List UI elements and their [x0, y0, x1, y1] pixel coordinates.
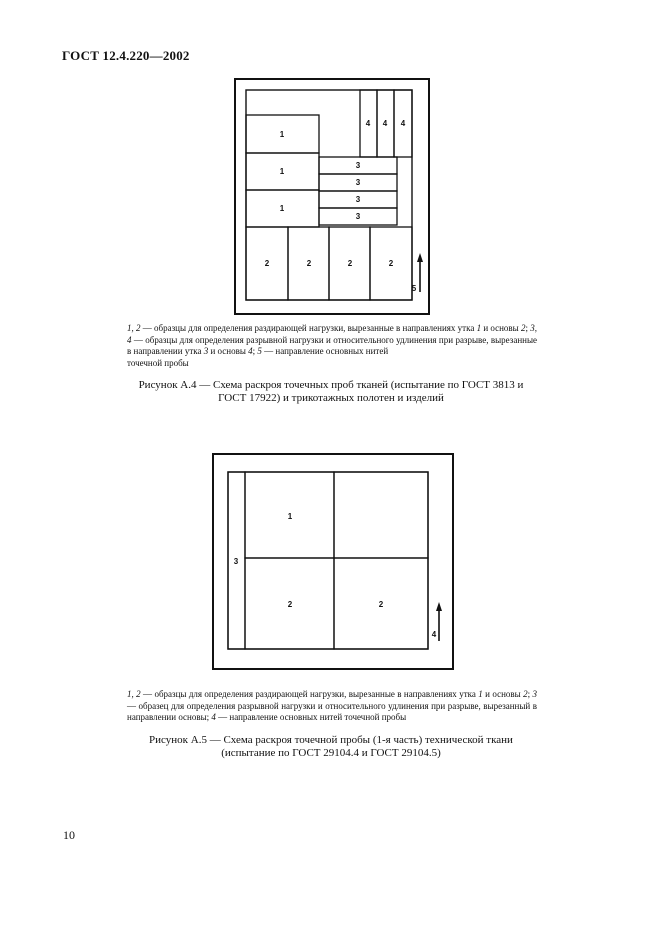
specimen-label: 4: [365, 119, 371, 128]
sample-inner-border: [228, 472, 428, 649]
direction-label: 5: [411, 284, 417, 293]
sample-outer-border: [235, 79, 429, 314]
specimen-label: 2: [264, 259, 270, 268]
specimen-label: 2: [287, 600, 293, 609]
specimen-label: 3: [355, 212, 361, 221]
figure-a4-legend: 1, 2 — образцы для определения раздирающей нагрузки, вырезанные в направлениях утка 1 и основы 2; 3, 4 — образцы для определения разрывной нагрузки и относительного удлинения при разрыве, вырезанные в направлении утка 3 и основы 4; 5 — направление основных нитей точечной пробы: [127, 323, 538, 368]
specimen-label: 3: [355, 178, 361, 187]
specimen-label: 2: [347, 259, 353, 268]
figure-a4-diagram: [234, 78, 430, 315]
specimen-label: 2: [306, 259, 312, 268]
figure-a5-legend: 1, 2 — образцы для определения раздирающей нагрузки, вырезанные в направлениях утка 1 и основы 2; 3 — образец для определения разрывной нагрузки и относительного удлинения при разрыве, вырезанный в направлении основы; 4 — направление основных нитей точечной пробы: [127, 689, 538, 722]
warp-direction-arrow-head: [417, 253, 423, 262]
specimen-label: 2: [378, 600, 384, 609]
specimen-label: 4: [400, 119, 406, 128]
specimen-label: 3: [233, 557, 239, 566]
sample-outer-border: [213, 454, 453, 669]
warp-direction-arrow-head: [436, 602, 442, 611]
specimen-label: 2: [388, 259, 394, 268]
specimen-label: 4: [382, 119, 388, 128]
page-number: 10: [63, 828, 75, 842]
specimen-label: 1: [279, 204, 285, 213]
tear-weft-specimen-right: [334, 472, 428, 558]
document-header: ГОСТ 12.4.220—2002: [62, 48, 190, 63]
figure-a5-diagram: [212, 453, 454, 670]
specimen-label: 1: [279, 167, 285, 176]
specimen-label: 1: [279, 130, 285, 139]
specimen-label: 1: [287, 512, 293, 521]
direction-label: 4: [431, 630, 437, 639]
figure-a5-caption: Рисунок А.5 — Схема раскроя точечной пробы (1-я часть) технической ткани (испытание по ГОСТ 29104.4 и ГОСТ 29104.5): [149, 734, 513, 759]
figure-a4-caption: Рисунок А.4 — Схема раскроя точечных проб тканей (испытание по ГОСТ 3813 и ГОСТ 17922) и трикотажных полотен и изделий: [138, 379, 524, 404]
specimen-label: 3: [355, 161, 361, 170]
specimen-label: 3: [355, 195, 361, 204]
